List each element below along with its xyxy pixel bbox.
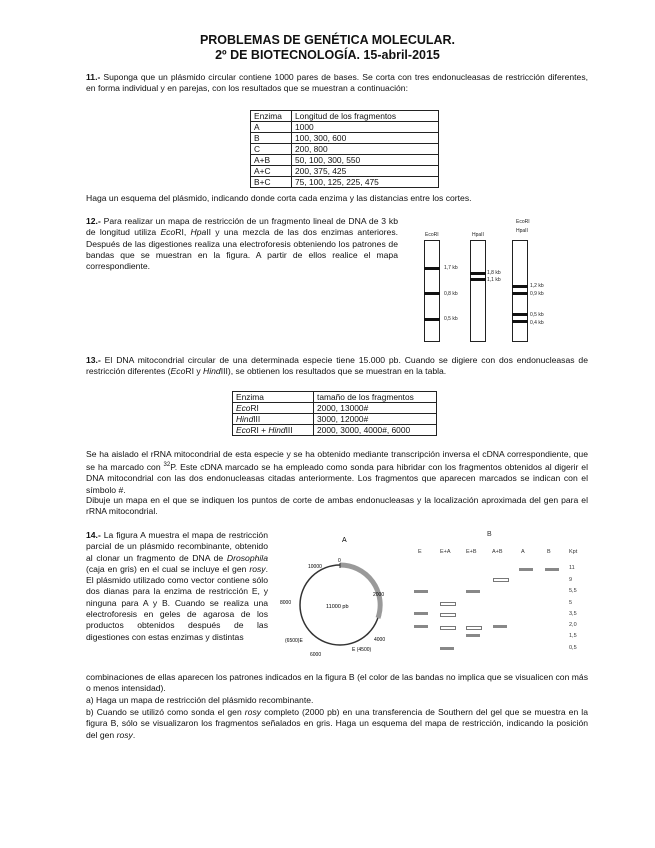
gel-lane-1 (424, 240, 440, 342)
problem-11-number: 11.- (86, 72, 101, 82)
gel-band (512, 313, 528, 316)
table-row: A+C 200, 375, 425 (251, 166, 439, 177)
gel-band (493, 578, 509, 582)
figure-a-label: A (342, 537, 347, 544)
table-row: B 100, 300, 600 (251, 133, 439, 144)
table-row: B+C 75, 100, 125, 225, 475 (251, 177, 439, 188)
map-coordinate-10000: 10000 (308, 564, 322, 570)
gel-band (440, 626, 456, 630)
problem-13-text: 13.- El DNA mitocondrial circular de una determinada especie tiene 15.000 pb. Cuando se digiere con dos endonucleasas de restricción diferentes (EcoRI y HindIII), se obtienen los resultados que se muestran en la tabla. (86, 355, 588, 377)
problem-14-text: 14.- La figura A muestra el mapa de restricción parcial de un plásmido recombinante, obtenido al clonar un fragmento de DNA de Drosophila (caja en gris) en el cual se incluye el gen rosy. El plásmido utilizado como vector contiene sólo dos dianas para la enzima de restricción E, y ninguna para A y B. Cuando se realiza una electroforesis en geles de agarosa de los productos obtenidos después de las digestiones con estas enzimas y distintas (86, 530, 268, 642)
gel-band (512, 320, 528, 323)
gel-lane-3 (512, 240, 528, 342)
problem-11-table (250, 110, 439, 188)
map-site-e-6500: (6500)E (285, 638, 303, 644)
gel-band (470, 278, 486, 281)
problem-13-table (232, 391, 437, 436)
lane-label-hpaii-mix: HpaII (516, 228, 528, 234)
gel-band (424, 292, 440, 295)
gel-band (440, 613, 456, 617)
table-row: A 1000 (251, 122, 439, 133)
gel-band (466, 626, 482, 630)
problem-11-text: 11.- Suponga que un plásmido circular contiene 1000 pares de bases. Se corta con tres endonucleasas de restricción diferentes, en forma individual y en parejas, con los resultados que se muestran a continuación: (86, 72, 588, 94)
gel-band (512, 285, 528, 288)
table-row: EcoRI 2000, 13000# (233, 403, 437, 414)
gel-band (545, 568, 559, 571)
plasmid-map-figure (270, 530, 400, 665)
gel-band (512, 292, 528, 295)
gel-band (440, 647, 454, 650)
table-row: A+B 50, 100, 300, 550 (251, 155, 439, 166)
map-coordinate-6000: 6000 (310, 652, 322, 658)
gel-band (466, 634, 480, 637)
gel-lane-2 (470, 240, 486, 342)
lane-label-ecori: EcoRI (425, 232, 439, 238)
problem-13-explanation: Se ha aislado el rRNA mitocondrial de esta especie y se ha obtenido mediante transcripción inversa el cDNA correspondiente, que se ha marcado con $^{32}$P. Este cDNA marcado se ha empleado como sonda para hibridar con los fragmentos obtenidos al digerir el DNA mitocondrial con las dos endonucleasas citadas anteriormente. Los fragmentos que aparecen marcados se indican con el símbolo #. (86, 449, 588, 495)
gel-band (466, 590, 480, 593)
size-unit-label: Kpt (569, 549, 578, 555)
map-coordinate-2000: 2000 (373, 592, 385, 598)
lane-label-ecori-mix: EcoRI (516, 219, 530, 225)
table-row: HindIII 3000, 12000# (233, 414, 437, 425)
gel-band (493, 625, 507, 628)
gel-band (519, 568, 533, 571)
map-site-e-4500: E (4500) (352, 647, 372, 653)
gel-band (424, 318, 440, 321)
table-header-row: Enzima Longitud de los fragmentos (251, 111, 439, 122)
page-subtitle: 2º DE BIOTECNOLOGÍA. 15-abril-2015 (215, 48, 440, 62)
plasmid-size-label: 11000 pb (326, 604, 349, 610)
figure-b-label: B (487, 531, 492, 538)
gel-band (424, 267, 440, 270)
gel-band (470, 272, 486, 275)
table-row: C 200, 800 (251, 144, 439, 155)
problem-13-question: Dibuje un mapa en el que se indiquen los puntos de corte de ambas endonucleasas y la localización aproximada del gen para el rRNA mitocondrial. (86, 495, 588, 517)
map-coordinate-8000: 8000 (280, 600, 292, 606)
map-coordinate-4000: 4000 (374, 637, 386, 643)
problem-12-text: 12.- Para realizar un mapa de restricción de un fragmento lineal de DNA de 3 kb de longitud utiliza EcoRI, HpaII y una mezcla de las dos enzimas anteriores. Después de las digestiones realiza una electroforesis obteniendo los patrones de bandas que se muestran en la figura. A partir de ellos realice el mapa correspondiente. (86, 216, 399, 272)
gel-band (414, 625, 428, 628)
gel-band (440, 602, 456, 606)
problem-14-question-a: a) Haga un mapa de restricción del plásmido recombinante. (86, 695, 314, 705)
gel-band (414, 612, 428, 615)
problem-14-continuation: combinaciones de ellas aparecen los patrones indicados en la figura B (el color de las bandas no implica que se visualicen con más o menos intensidad). (86, 672, 588, 694)
table-header-row: Enzima tamaño de los fragmentos (233, 392, 437, 403)
lane-label-hpaii: HpaII (472, 232, 484, 238)
problem-14-question-b: b) Cuando se utilizó como sonda el gen rosy completo (2000 pb) en una transferencia de Southern del gel que se muestra en la figura B, sólo se visualizaron los fragmentos señalados en gris. Haga un esquema del mapa de restricción, indicando la posición del gen rosy. (86, 707, 588, 740)
page-title: PROBLEMAS DE GENÉTICA MOLECULAR. (199, 33, 456, 47)
problem-11-question: Haga un esquema del plásmido, indicando donde corta cada enzima y las distancias entre los cortes. (86, 193, 472, 203)
table-row: EcoRI + HindIII 2000, 3000, 4000#, 6000 (233, 425, 437, 436)
gel-band (414, 590, 428, 593)
map-coordinate-0: 0 (338, 558, 341, 564)
